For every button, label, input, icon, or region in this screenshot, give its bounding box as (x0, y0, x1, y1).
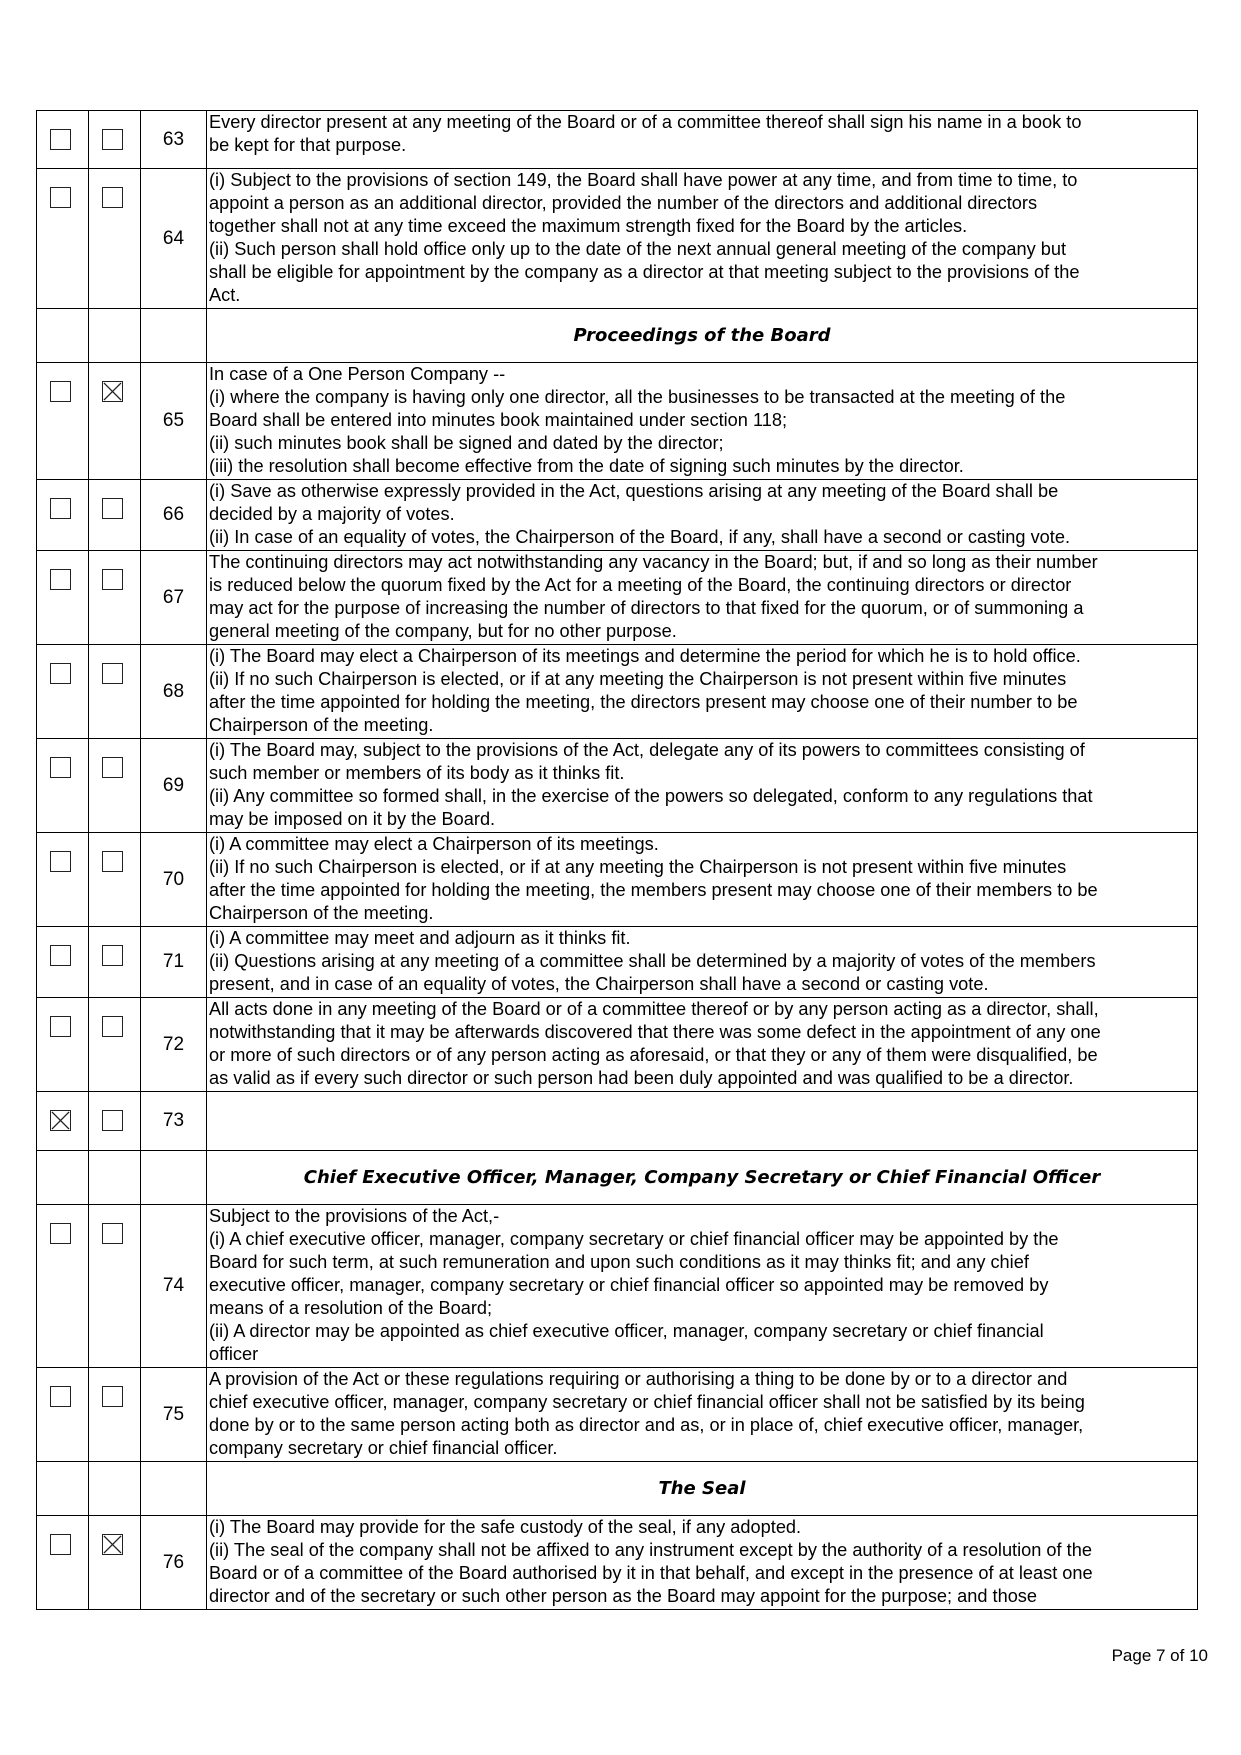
clause-text-line: officer (209, 1344, 259, 1364)
clause-text-line: general meeting of the company, but for no other purpose. (209, 621, 677, 641)
checkbox-option-2[interactable] (102, 1386, 123, 1407)
clause-number: 67 (141, 551, 207, 644)
clause-row (36, 833, 1198, 927)
clause-text-line: is reduced below the quorum fixed by the Act for a meeting of the Board, the continuing directors or director (209, 575, 1072, 595)
clause-row (36, 480, 1198, 551)
clause-text-line: may act for the purpose of increasing the number of directors to that fixed for the quorum, or of summoning a (209, 598, 1084, 618)
clause-number: 63 (141, 111, 207, 168)
clause-text-line: (i) Save as otherwise expressly provided in the Act, questions arising at any meeting of the Board shall be (209, 481, 1059, 501)
clause-text-line: (i) A committee may meet and adjourn as it thinks fit. (209, 928, 631, 948)
checkbox-cell-2 (89, 169, 141, 308)
clause-text-line: (ii) Questions arising at any meeting of a committee shall be determined by a majority of votes of the members (209, 951, 1096, 971)
clause-text-line: Act. (209, 285, 241, 305)
section-heading-row (36, 1151, 1198, 1205)
clause-text (207, 645, 1197, 738)
clause-text-line: may be imposed on it by the Board. (209, 809, 496, 829)
checkbox-option-1[interactable] (50, 1534, 71, 1555)
checkbox-cell-2 (89, 645, 141, 738)
clause-row (36, 927, 1198, 998)
clause-text-line: company secretary or chief financial officer. (209, 1438, 558, 1458)
clause-text-line: Chairperson of the meeting. (209, 715, 434, 735)
checkbox-cell-1 (37, 739, 89, 832)
articles-table (36, 110, 1198, 1610)
clause-text (207, 1368, 1197, 1461)
section-heading: The Seal (658, 1478, 746, 1499)
section-heading-row (36, 1462, 1198, 1516)
checkbox-cell-2 (89, 1368, 141, 1461)
clause-text-line: The continuing directors may act notwithstanding any vacancy in the Board; but, if and so long as their number (209, 552, 1098, 572)
clause-text-line: means of a resolution of the Board; (209, 1298, 493, 1318)
clause-text-line: (i) The Board may provide for the safe custody of the seal, if any adopted. (209, 1517, 802, 1537)
cross-mark-icon (103, 382, 122, 401)
clause-text-line: A provision of the Act or these regulations requiring or authorising a thing to be done by or to a director and (209, 1369, 1068, 1389)
checkbox-option-1[interactable] (50, 851, 71, 872)
clause-number (141, 1462, 207, 1515)
clause-text-line: (ii) If no such Chairperson is elected, or if at any meeting the Chairperson is not present within five minutes (209, 669, 1067, 689)
clause-number: 64 (141, 169, 207, 308)
clause-text-line: All acts done in any meeting of the Board or of a committee thereof or by any person acting as a director, shall, (209, 999, 1099, 1019)
clause-text-line: (ii) A director may be appointed as chief executive officer, manager, company secretary or chief financial (209, 1321, 1044, 1341)
checkbox-cell-1 (37, 833, 89, 926)
clause-text-line: director and of the secretary or such other person as the Board may appoint for the purpose; and those (209, 1586, 1038, 1606)
clause-text-line: (ii) Such person shall hold office only up to the date of the next annual general meeting of the company but (209, 239, 1067, 259)
clause-text (207, 1092, 1197, 1150)
clause-text-line: (ii) The seal of the company shall not be affixed to any instrument except by the authority of a resolution of the (209, 1540, 1092, 1560)
checkbox-cell-1 (37, 363, 89, 479)
clause-text-line: executive officer, manager, company secretary or chief financial officer so appointed may be removed by (209, 1275, 1049, 1295)
checkbox-option-1[interactable] (50, 498, 71, 519)
clause-text-line: (i) Subject to the provisions of section 149, the Board shall have power at any time, and from time to time, to (209, 170, 1078, 190)
section-heading: Proceedings of the Board (573, 325, 831, 346)
clause-text (207, 833, 1197, 926)
clause-text (207, 169, 1197, 308)
checkbox-option-2[interactable] (102, 945, 123, 966)
checkbox-cell-1 (37, 111, 89, 168)
checkbox-option-2[interactable] (102, 1534, 123, 1555)
clause-text-line: Board for such term, at such remuneration and upon such conditions as it may thinks fit; and any chief (209, 1252, 1029, 1272)
clause-number: 70 (141, 833, 207, 926)
clause-row (36, 645, 1198, 739)
clause-text (207, 1205, 1197, 1367)
clause-text-line: Every director present at any meeting of the Board or of a committee thereof shall sign his name in a book to (209, 112, 1082, 132)
clause-text-line: after the time appointed for holding the meeting, the directors present may choose one of their number to be (209, 692, 1078, 712)
clause-text (207, 551, 1197, 644)
clause-number: 65 (141, 363, 207, 479)
checkbox-cell-1 (37, 309, 89, 362)
checkbox-cell-1 (37, 1092, 89, 1150)
clause-text-line: (i) A chief executive officer, manager, company secretary or chief financial officer may be appointed by the (209, 1229, 1059, 1249)
clause-number: 69 (141, 739, 207, 832)
checkbox-option-1[interactable] (50, 945, 71, 966)
clause-row (36, 739, 1198, 833)
checkbox-option-2[interactable] (102, 187, 123, 208)
clause-text (207, 111, 1197, 168)
clause-text (207, 480, 1197, 550)
clause-text-line: such member or members of its body as it thinks fit. (209, 763, 625, 783)
clause-text-line: appoint a person as an additional director, provided the number of the directors and additional directors (209, 193, 1038, 213)
clause-text-line: Board shall be entered into minutes book maintained under section 118; (209, 410, 787, 430)
clause-text-line: present, and in case of an equality of votes, the Chairperson shall have a second or casting vote. (209, 974, 989, 994)
clause-text-line: (ii) such minutes book shall be signed and dated by the director; (209, 433, 724, 453)
clause-number: 72 (141, 998, 207, 1091)
clause-text-line: shall be eligible for appointment by the company as a director at that meeting subject to the provisions of the (209, 262, 1080, 282)
checkbox-option-2[interactable] (102, 1223, 123, 1244)
clause-text (207, 927, 1197, 997)
clause-text-line: be kept for that purpose. (209, 135, 407, 155)
clause-text-line: (ii) If no such Chairperson is elected, or if at any meeting the Chairperson is not present within five minutes (209, 857, 1067, 877)
checkbox-cell-2 (89, 1151, 141, 1204)
clause-text-line: Board or of a committee of the Board authorised by it in that behalf, and except in the presence of at least one (209, 1563, 1093, 1583)
clause-text-line: together shall not at any time exceed the maximum strength fixed for the Board by the articles. (209, 216, 968, 236)
checkbox-cell-1 (37, 169, 89, 308)
checkbox-cell-2 (89, 739, 141, 832)
clause-text-line: after the time appointed for holding the meeting, the members present may choose one of their members to be (209, 880, 1098, 900)
clause-text-line: (iii) the resolution shall become effective from the date of signing such minutes by the director. (209, 456, 964, 476)
checkbox-cell-1 (37, 551, 89, 644)
checkbox-option-1[interactable] (50, 663, 71, 684)
clause-text-line: done by or to the same person acting both as director and as, or in place of, chief executive officer, manager, (209, 1415, 1084, 1435)
clause-text-line: Subject to the provisions of the Act,- (209, 1206, 500, 1226)
checkbox-option-2[interactable] (102, 663, 123, 684)
clause-text-line: as valid as if every such director or such person had been duly appointed and was qualified to be a director. (209, 1068, 1074, 1088)
checkbox-option-2[interactable] (102, 757, 123, 778)
clause-number: 71 (141, 927, 207, 997)
checkbox-option-2[interactable] (102, 1016, 123, 1037)
checkbox-option-1[interactable] (50, 1110, 71, 1131)
cross-mark-icon (103, 1535, 122, 1554)
checkbox-cell-2 (89, 363, 141, 479)
page-number: Page 7 of 10 (1111, 1646, 1208, 1665)
clause-number: 75 (141, 1368, 207, 1461)
clause-row (36, 363, 1198, 480)
clause-text-line: (i) The Board may elect a Chairperson of its meetings and determine the period for which he is to hold office. (209, 646, 1081, 666)
clause-row (36, 1092, 1198, 1151)
checkbox-cell-2 (89, 480, 141, 550)
clause-text-line: (i) where the company is having only one director, all the businesses to be transacted at the meeting of the (209, 387, 1066, 407)
clause-text-line: (i) A committee may elect a Chairperson of its meetings. (209, 834, 659, 854)
checkbox-cell-2 (89, 551, 141, 644)
checkbox-cell-2 (89, 998, 141, 1091)
cross-mark-icon (51, 1111, 70, 1130)
checkbox-cell-1 (37, 645, 89, 738)
checkbox-option-1[interactable] (50, 757, 71, 778)
clause-text-line: chief executive officer, manager, company secretary or chief financial officer shall not be satisfied by its being (209, 1392, 1085, 1412)
clause-text (207, 998, 1197, 1091)
clause-number: 74 (141, 1205, 207, 1367)
checkbox-cell-2 (89, 1462, 141, 1515)
checkbox-option-2[interactable] (102, 851, 123, 872)
clause-number (141, 1151, 207, 1204)
checkbox-cell-1 (37, 998, 89, 1091)
checkbox-option-2[interactable] (102, 381, 123, 402)
clause-number: 76 (141, 1516, 207, 1609)
checkbox-option-1[interactable] (50, 381, 71, 402)
clause-text-line: notwithstanding that it may be afterwards discovered that there was some defect in the appointment of any one (209, 1022, 1101, 1042)
clause-number (141, 309, 207, 362)
section-heading: Chief Executive Officer, Manager, Company Secretary or Chief Financial Officer (303, 1167, 1101, 1188)
clause-row (36, 1205, 1198, 1368)
checkbox-cell-2 (89, 833, 141, 926)
clause-text-line: or more of such directors or of any person acting as aforesaid, or that they or any of them were disqualified, be (209, 1045, 1098, 1065)
clause-row (36, 551, 1198, 645)
checkbox-cell-2 (89, 1092, 141, 1150)
checkbox-cell-2 (89, 1205, 141, 1367)
clause-row (36, 998, 1198, 1092)
checkbox-option-1[interactable] (50, 1016, 71, 1037)
checkbox-option-1[interactable] (50, 1386, 71, 1407)
checkbox-option-2[interactable] (102, 129, 123, 150)
clause-number: 68 (141, 645, 207, 738)
clause-text (207, 739, 1197, 832)
clause-number: 66 (141, 480, 207, 550)
clause-text-line: Chairperson of the meeting. (209, 903, 434, 923)
clause-text-line: decided by a majority of votes. (209, 504, 455, 524)
checkbox-cell-1 (37, 1516, 89, 1609)
clause-text-line: (ii) In case of an equality of votes, the Chairperson of the Board, if any, shall have a second or casting vote. (209, 527, 1071, 547)
checkbox-option-1[interactable] (50, 569, 71, 590)
checkbox-cell-2 (89, 309, 141, 362)
checkbox-cell-2 (89, 111, 141, 168)
checkbox-cell-1 (37, 927, 89, 997)
checkbox-option-1[interactable] (50, 187, 71, 208)
checkbox-option-2[interactable] (102, 1110, 123, 1131)
clause-text-line: In case of a One Person Company -- (209, 364, 506, 384)
checkbox-option-1[interactable] (50, 129, 71, 150)
checkbox-cell-1 (37, 480, 89, 550)
clause-row (36, 169, 1198, 309)
clause-text (207, 1516, 1197, 1609)
clause-row (36, 110, 1198, 169)
checkbox-option-2[interactable] (102, 569, 123, 590)
clause-text-line: (i) The Board may, subject to the provisions of the Act, delegate any of its powers to committees consisting of (209, 740, 1085, 760)
section-heading-row (36, 309, 1198, 363)
clause-text-line: (ii) Any committee so formed shall, in the exercise of the powers so delegated, conform to any regulations that (209, 786, 1093, 806)
clause-number: 73 (141, 1092, 207, 1150)
checkbox-option-1[interactable] (50, 1223, 71, 1244)
checkbox-cell-2 (89, 927, 141, 997)
checkbox-option-2[interactable] (102, 498, 123, 519)
checkbox-cell-2 (89, 1516, 141, 1609)
clause-text (207, 363, 1197, 479)
checkbox-cell-1 (37, 1205, 89, 1367)
checkbox-cell-1 (37, 1368, 89, 1461)
checkbox-cell-1 (37, 1151, 89, 1204)
clause-row (36, 1516, 1198, 1610)
clause-row (36, 1368, 1198, 1462)
checkbox-cell-1 (37, 1462, 89, 1515)
